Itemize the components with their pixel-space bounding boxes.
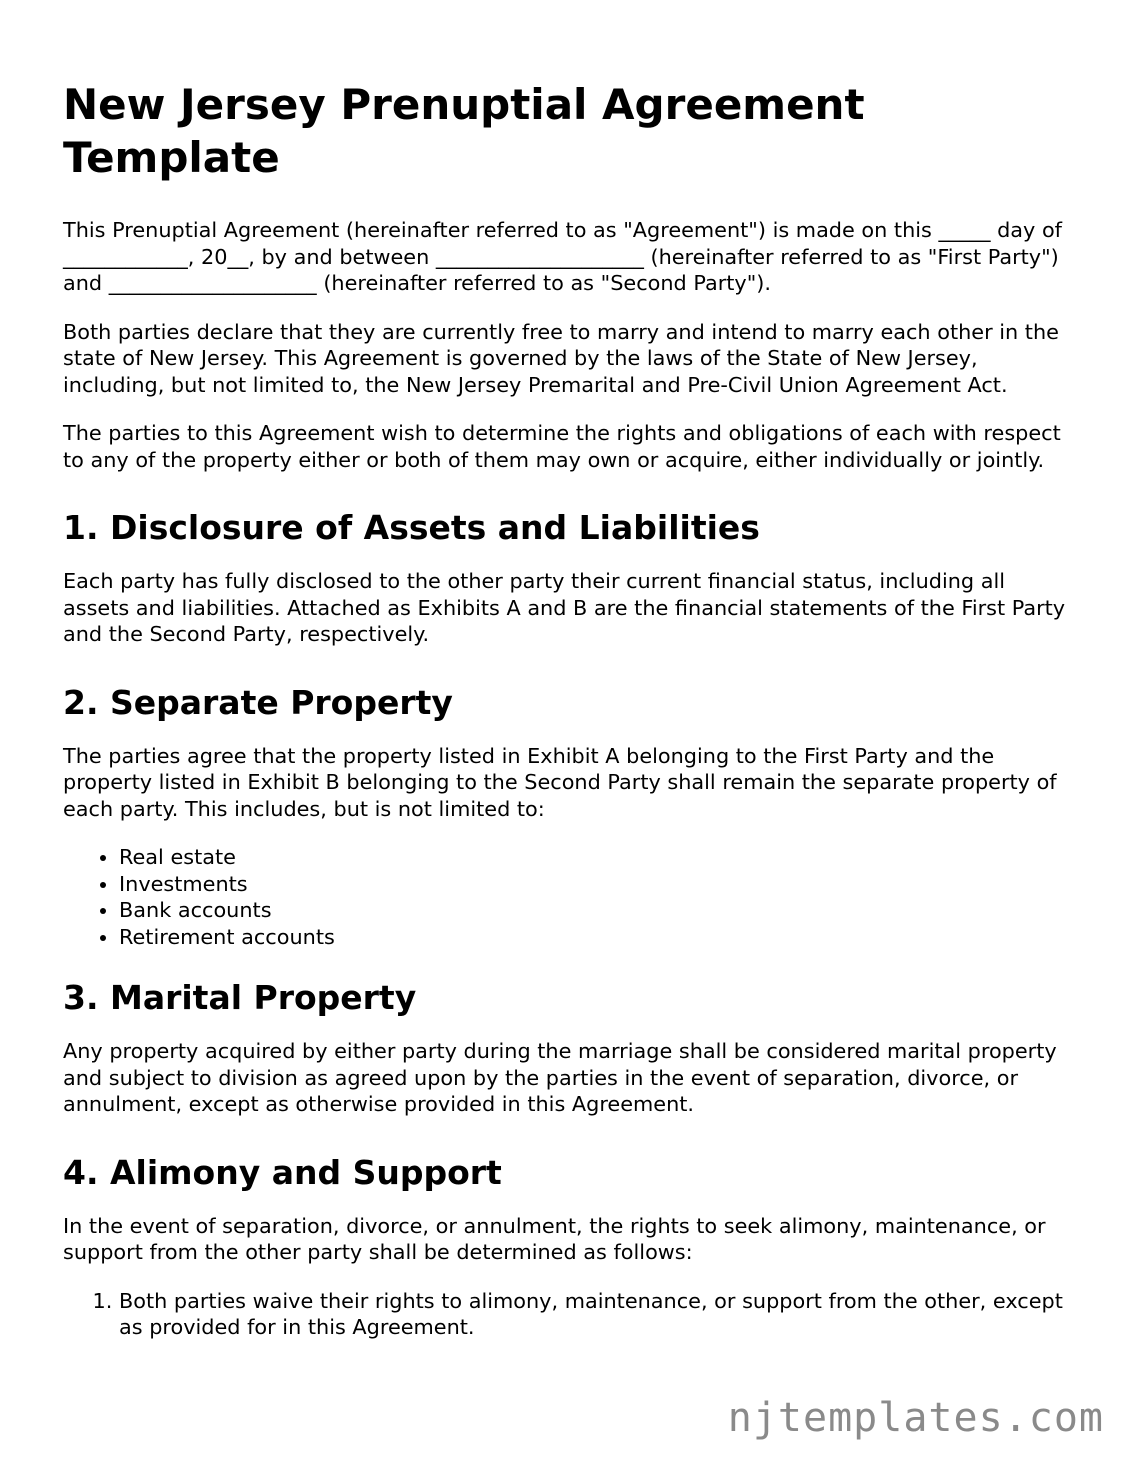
section-body-alimony: In the event of separation, divorce, or annulment, the rights to seek alimony, maintenance, or support from the other party shall be determined as follows: <box>63 1213 1046 1264</box>
list-item: 1. Both parties waive their rights to alimony, maintenance, or support from the other, except as provided for in this Agreement. <box>119 1288 1073 1341</box>
watermark-text: njtemplates.com <box>727 1395 1104 1441</box>
section-heading-marital-property: 3. Marital Property <box>63 978 417 1017</box>
document-page <box>63 78 1073 1369</box>
list-item: • Real estate <box>119 844 1073 871</box>
section-body-disclosure: Each party has fully disclosed to the other party their current financial status, including all assets and liabilities. Attached as Exhibits A and B are the financial statements of the First Party and the Second Party, respectively. <box>63 569 1066 646</box>
section-body-separate-property: The parties agree that the property listed in Exhibit A belonging to the First Party and the property listed in Exhibit B belonging to the Second Party shall remain the separate property of each party. This includes, but is not limited to: <box>63 743 1057 821</box>
list-item: • Retirement accounts <box>119 924 1073 951</box>
section-body-marital-property: Any property acquired by either party during the marriage shall be considered marital property and subject to division as agreed upon by the parties in the event of separation, divorce, or annulment, except as otherwise provided in this Agreement. <box>63 1039 1057 1116</box>
intro-paragraph-2: Both parties declare that they are currently free to marry and intend to marry each other in the state of New Jersey. This Agreement is governed by the laws of the State of New Jersey, including, but not limited to, the New Jersey Premarital and Pre-Civil Union Agreement Act. <box>63 319 1059 397</box>
section-heading-disclosure: 1. Disclosure of Assets and Liabilities <box>63 508 760 547</box>
intro-paragraph-1: This Prenuptial Agreement (hereinafter referred to as "Agreement") is made on this _____ day of ____________, 20__, by and between ____________________ (hereinafter referred to as "First Party") and ____________________ (hereinafter referred to as "Second Party"). <box>63 218 1063 295</box>
alimony-ordered-list <box>63 1288 1073 1341</box>
list-item: • Bank accounts <box>119 897 1073 924</box>
section-heading-alimony: 4. Alimony and Support <box>63 1152 502 1192</box>
intro-paragraph-3: The parties to this Agreement wish to determine the rights and obligations of each with respect to any of the property either or both of them may own or acquire, either individually or jointly. <box>63 421 1061 472</box>
separate-property-list <box>63 844 1073 950</box>
section-heading-separate-property: 2. Separate Property <box>63 682 453 722</box>
page-title: New Jersey Prenuptial Agreement Template <box>63 80 865 182</box>
list-item: • Investments <box>119 871 1073 898</box>
